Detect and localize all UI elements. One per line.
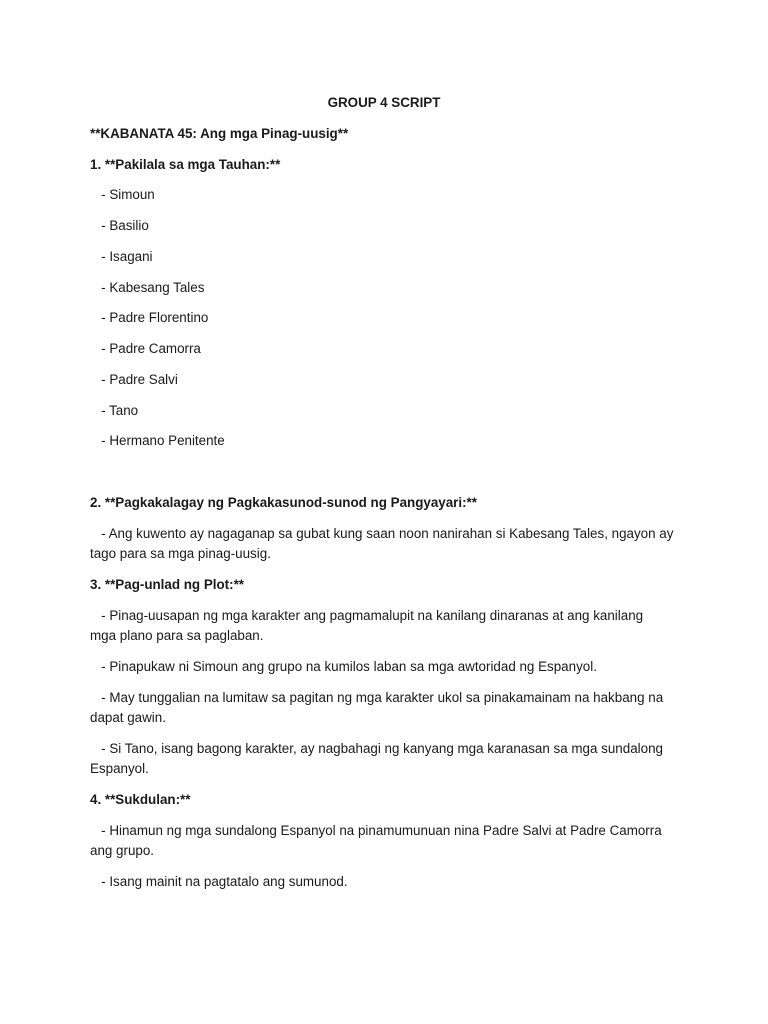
climax-paragraph-line: - Hinamun ng mga sundalong Espanyol na pinamumunuan nina Padre Salvi at Padre Camorra bbox=[90, 823, 662, 838]
climax-paragraph-line: - Isang mainit na pagtatalo ang sumunod. bbox=[90, 874, 348, 889]
plot-paragraph-line: Espanyol. bbox=[90, 761, 149, 776]
plot-paragraph-line: dapat gawin. bbox=[90, 710, 166, 725]
plot-paragraph-line: mga plano para sa paglaban. bbox=[90, 628, 264, 643]
climax-paragraph-line: ang grupo. bbox=[90, 843, 155, 858]
plot-paragraph-line: - Pinapukaw ni Simoun ang grupo na kumilos laban sa mga awtoridad ng Espanyol. bbox=[90, 659, 597, 674]
character-item: - Hermano Penitente bbox=[90, 433, 225, 448]
plot-paragraph-line: - May tunggalian na lumitaw sa pagitan ng mga karakter ukol sa pinakamainam na hakbang na bbox=[90, 690, 664, 705]
plot-paragraph-line: - Si Tano, isang bagong karakter, ay nagbahagi ng kanyang mga karanasan sa mga sundalong bbox=[90, 741, 663, 756]
character-item: - Simoun bbox=[90, 187, 155, 202]
character-item: - Tano bbox=[90, 403, 139, 418]
character-item: - Padre Camorra bbox=[90, 341, 201, 356]
setting-paragraph-line: tago para sa mga pinag-uusig. bbox=[90, 546, 271, 561]
section-heading-plot: 3. **Pag-unlad ng Plot:** bbox=[90, 577, 245, 592]
character-item: - Basilio bbox=[90, 218, 149, 233]
section-heading-characters: 1. **Pakilala sa mga Tauhan:** bbox=[90, 157, 281, 172]
character-item: - Padre Salvi bbox=[90, 372, 178, 387]
character-item: - Padre Florentino bbox=[90, 310, 209, 325]
section-heading-climax: 4. **Sukdulan:** bbox=[90, 792, 191, 807]
character-item: - Isagani bbox=[90, 249, 153, 264]
section-heading-setting: 2. **Pagkakalagay ng Pagkakasunod-sunod ng Pangyayari:** bbox=[90, 495, 477, 510]
character-item: - Kabesang Tales bbox=[90, 280, 205, 295]
plot-paragraph-line: - Pinag-uusapan ng mga karakter ang pagmamalupit na kanilang dinaranas at ang kanilang bbox=[90, 608, 644, 623]
setting-paragraph-line: - Ang kuwento ay nagaganap sa gubat kung saan noon nanirahan si Kabesang Tales, ngayon ay bbox=[90, 526, 674, 541]
chapter-heading: **KABANATA 45: Ang mga Pinag-uusig** bbox=[90, 126, 349, 141]
document-title: GROUP 4 SCRIPT bbox=[327, 95, 441, 110]
